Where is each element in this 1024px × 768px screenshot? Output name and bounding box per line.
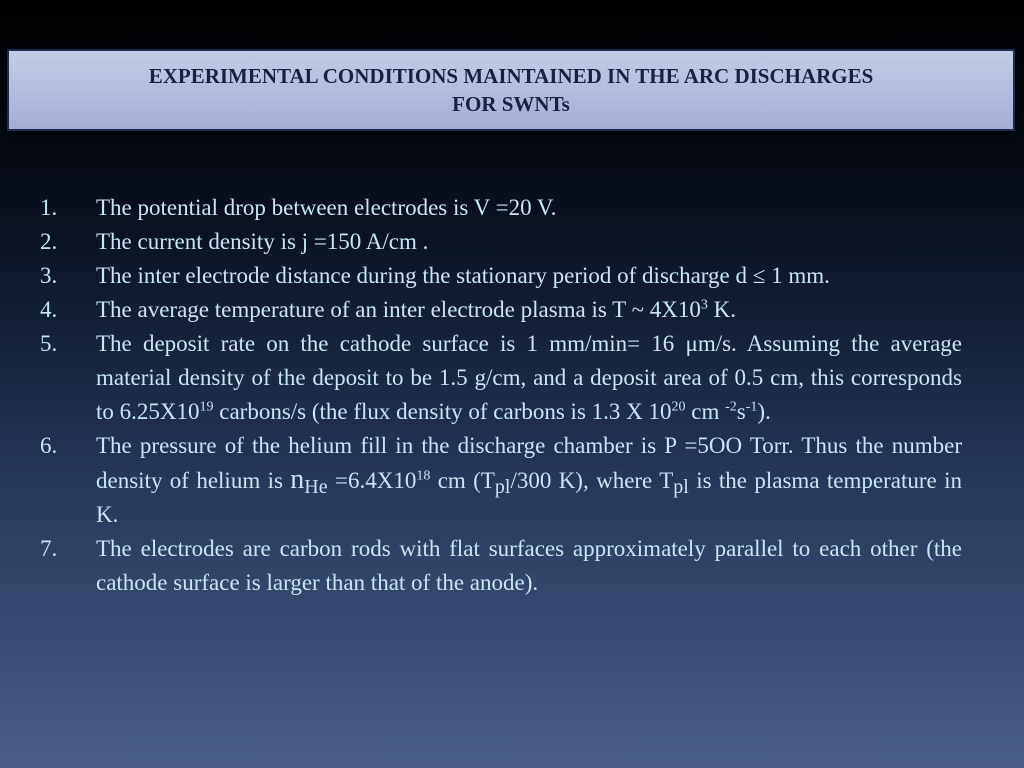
text-segment: The deposit rate on the cathode surface is 1 mm/min= 16 μm/s. Assuming the average material density of the deposit to be 1.5 g/cm, and a deposit area of 0.5 cm, this corresponds to 6.25X10 (96, 331, 962, 424)
list-item-number: 6. (40, 433, 58, 458)
list-item-text: The electrodes are carbon rods with flat surfaces approximately parallel to each other (the cathode surface is larger than that of the anode). (96, 536, 962, 595)
text-segment: cm (T (430, 468, 495, 493)
list-item-number: 3. (40, 263, 58, 288)
list-item-4 (40, 293, 962, 327)
slide-title-line-1: EXPERIMENTAL CONDITIONS MAINTAINED IN THE ARC DISCHARGES (148, 64, 874, 88)
list-item-text: The current density is j =150 A/cm . (96, 229, 429, 254)
subscript: pl (494, 476, 511, 498)
text-segment: K. (707, 297, 736, 322)
number-density-symbol: n (290, 464, 305, 495)
superscript: -1 (745, 399, 758, 415)
list-item-7 (40, 532, 962, 600)
list-item-3 (40, 259, 962, 293)
text-segment: /300 K), where T (510, 468, 674, 493)
text-segment: The average temperature of an inter electrode plasma is T ~ 4X10 (96, 297, 701, 322)
superscript: 3 (700, 297, 708, 313)
superscript: 18 (416, 468, 431, 484)
subscript: He (304, 476, 328, 498)
slide-title-box (7, 49, 1015, 131)
list-item-6 (40, 429, 962, 532)
text-segment: The pressure of the helium fill in the discharge chamber is P =5OO Torr. Thus the number density of helium is (96, 433, 962, 493)
slide-title-line-2: FOR SWNTs (452, 92, 570, 116)
list-item-text (96, 327, 962, 429)
list-item-number: 4. (40, 297, 58, 322)
list-item-text: The inter electrode distance during the stationary period of discharge d ≤ 1 mm. (96, 263, 830, 288)
text-segment: cm (685, 399, 726, 424)
text-segment: s (736, 399, 746, 424)
list-item-number: 5. (40, 331, 58, 356)
text-segment: =6.4X10 (327, 468, 417, 493)
subscript: pl (673, 476, 689, 498)
superscript: 20 (671, 399, 686, 415)
list-item-number: 2. (40, 229, 58, 254)
superscript: 19 (199, 399, 214, 415)
list-item-text (96, 293, 962, 327)
list-item-text: The potential drop between electrodes is V =20 V. (96, 195, 557, 220)
list-item-text (96, 429, 962, 532)
text-segment: ). (757, 399, 771, 424)
list-item-5 (40, 327, 962, 429)
conditions-list (40, 191, 962, 600)
superscript: -2 (725, 399, 737, 415)
list-item-number: 7. (40, 536, 58, 561)
text-segment: is the plasma temperature in K. (96, 468, 962, 527)
list-item-2 (40, 225, 962, 259)
list-item-1 (40, 191, 962, 225)
text-segment: carbons/s (the flux density of carbons is 1.3 X 10 (213, 399, 672, 424)
list-item-number: 1. (40, 195, 58, 220)
